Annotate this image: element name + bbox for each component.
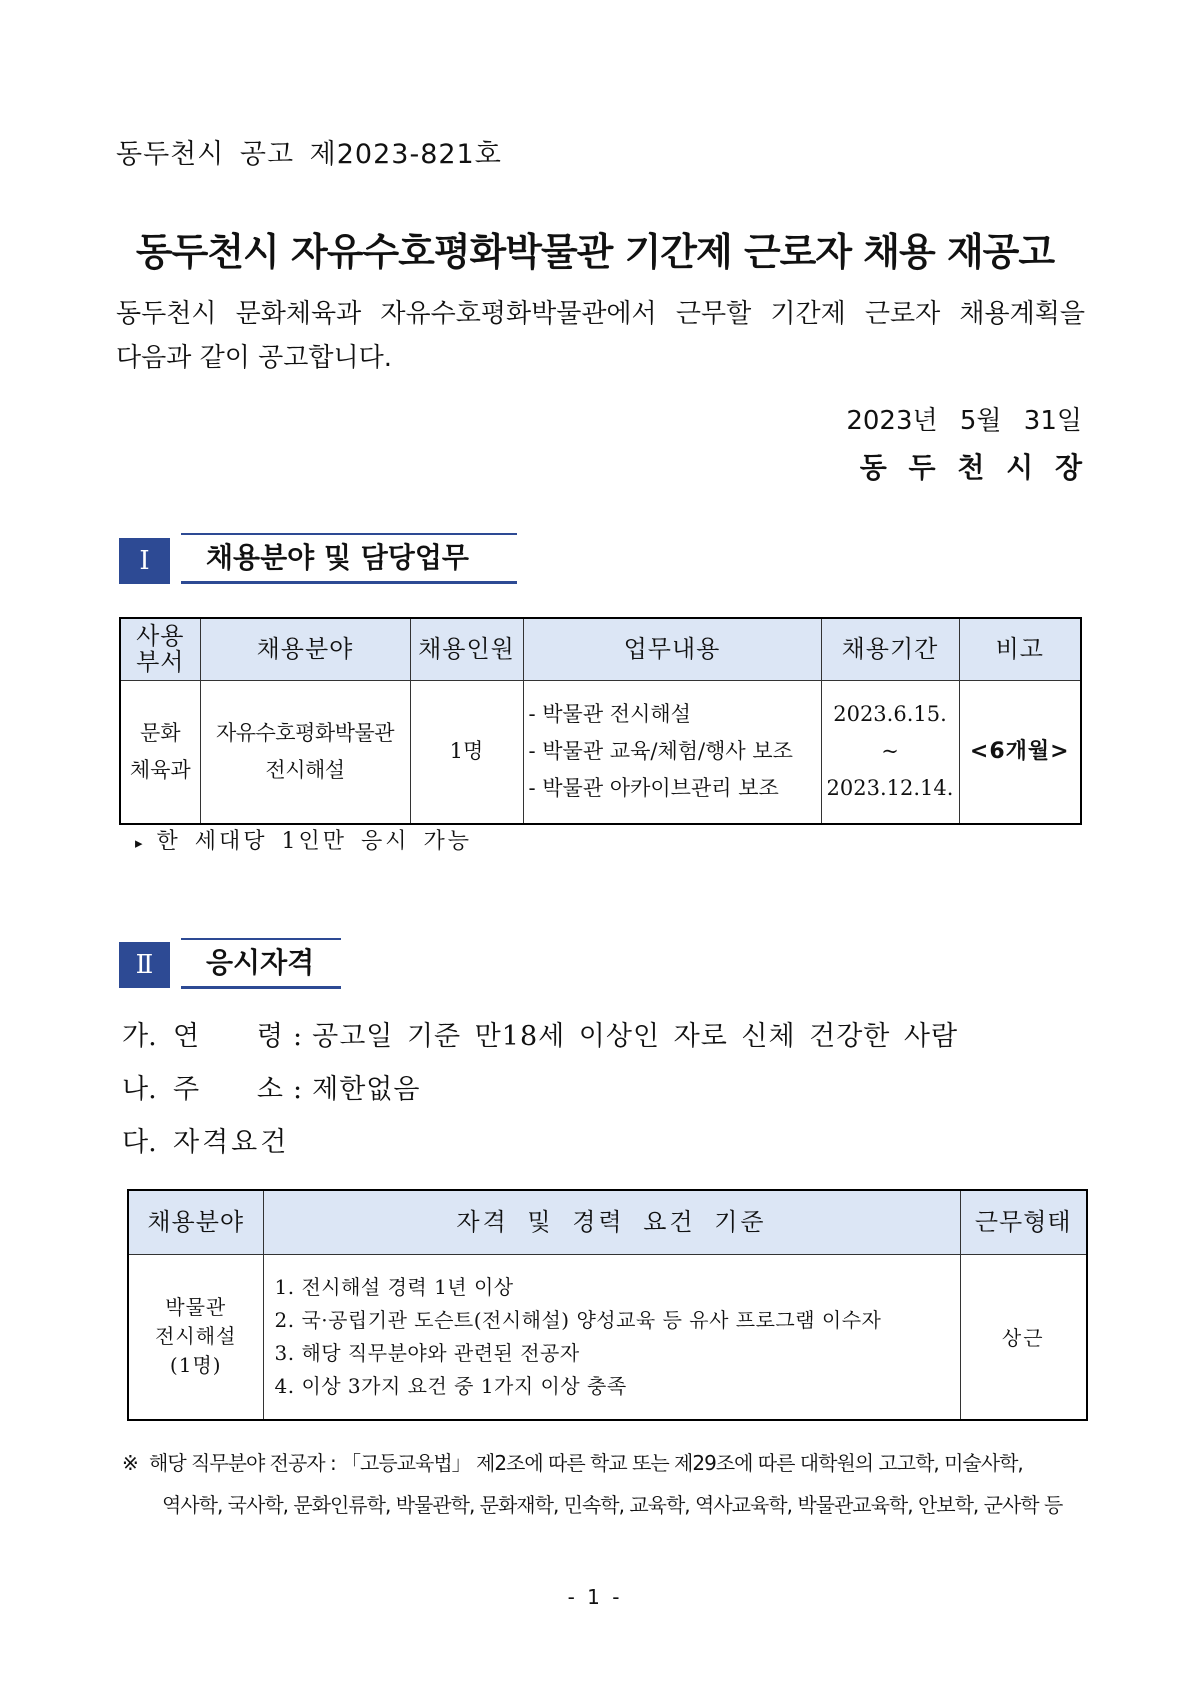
- cell-work-type: 상근: [960, 1254, 1087, 1420]
- period-separator: ~: [881, 739, 899, 764]
- criteria-item: 4. 이상 3가지 요건 중 1가지 이상 충족: [274, 1373, 627, 1398]
- item-marker: 가.: [122, 1021, 157, 1052]
- note-text: 한 세대당 1인만 응시 가능: [156, 829, 473, 854]
- header-department: [120, 618, 200, 680]
- reference-mark-icon: ※: [122, 1451, 139, 1475]
- qualification-list: [122, 1010, 958, 1169]
- header-text: 부서: [136, 648, 185, 677]
- triangle-bullet-icon: ▸: [135, 834, 143, 852]
- footnote-text: 해당 직무분야 전공자 : 「고등교육법」 제2조에 따른 학교 또는 제29조에 따른 대학원의 고고학, 미술사학,: [149, 1451, 1023, 1475]
- table-header-row: [128, 1190, 1087, 1254]
- item-key: 자격요건: [173, 1127, 290, 1158]
- header-duties: 업무내용: [523, 618, 821, 680]
- list-item: [122, 1116, 958, 1169]
- item-marker: 다.: [122, 1127, 157, 1158]
- item-value: 공고일 기준 만18세 이상인 자로 신체 건강한 사람: [312, 1021, 959, 1052]
- item-key: 연 령: [173, 1021, 283, 1052]
- cell-criteria: [263, 1254, 960, 1420]
- header-period: 채용기간: [821, 618, 959, 680]
- duty-item: - 박물관 전시해설: [528, 702, 691, 727]
- cell-field: [128, 1254, 263, 1420]
- header-field: 채용분야: [128, 1190, 263, 1254]
- requirements-table: [127, 1189, 1088, 1421]
- cell-text: (1명): [169, 1353, 222, 1378]
- table-row: [128, 1254, 1087, 1420]
- recruitment-table: [119, 617, 1082, 825]
- duty-item: - 박물관 아카이브관리 보조: [528, 776, 779, 801]
- section-title: 채용분야 및 담당업무: [181, 533, 517, 584]
- notice-date: 2023년 5월 31일: [846, 406, 1082, 436]
- page-number: - 1 -: [567, 1585, 623, 1609]
- issuer: 동 두 천 시 장: [859, 451, 1082, 484]
- cell-department: [120, 680, 200, 824]
- period-start: 2023.6.15.: [833, 702, 947, 727]
- header-remarks: 비고: [959, 618, 1081, 680]
- footnote-line: [122, 1448, 1023, 1478]
- intro-line: 다음과 같이 공고합니다.: [116, 343, 392, 373]
- cell-text: 전시해설: [155, 1324, 237, 1349]
- table-header-row: [120, 618, 1081, 680]
- section-numeral-box: Ⅱ: [119, 942, 170, 988]
- table-note: [135, 826, 472, 859]
- cell-field: [200, 680, 410, 824]
- criteria-item: 2. 국·공립기관 도슨트(전시해설) 양성교육 등 유사 프로그램 이수자: [274, 1307, 882, 1332]
- cell-remarks: <6개월>: [959, 680, 1081, 824]
- item-marker: 나.: [122, 1074, 157, 1105]
- header-headcount: 채용인원: [410, 618, 523, 680]
- cell-period: [821, 680, 959, 824]
- cell-duties: [523, 680, 821, 824]
- item-separator: :: [293, 1074, 303, 1105]
- page-title: 동두천시 자유수호평화박물관 기간제 근로자 채용 재공고: [135, 230, 1055, 274]
- item-value: 제한없음: [312, 1074, 421, 1105]
- section-title: 응시자격: [181, 938, 341, 989]
- item-separator: :: [293, 1021, 303, 1052]
- notice-number: 동두천시 공고 제2023-821호: [116, 139, 502, 170]
- cell-text: 문화: [139, 720, 181, 745]
- criteria-item: 1. 전시해설 경력 1년 이상: [274, 1274, 514, 1299]
- header-text: 사용: [136, 622, 185, 651]
- list-item: [122, 1063, 958, 1116]
- item-key: 주 소: [173, 1074, 283, 1105]
- table-row: [120, 680, 1081, 824]
- cell-headcount: 1명: [410, 680, 523, 824]
- header-criteria: 자격 및 경력 요건 기준: [263, 1190, 960, 1254]
- header-field: 채용분야: [200, 618, 410, 680]
- intro-line: 동두천시 문화체육과 자유수호평화박물관에서 근무할 기간제 근로자 채용계획을: [116, 299, 1085, 329]
- cell-text: 전시해설: [265, 757, 345, 782]
- cell-text: 체육과: [129, 757, 191, 782]
- list-item: [122, 1010, 958, 1063]
- header-work-type: 근무형태: [960, 1190, 1087, 1254]
- section-numeral-box: Ⅰ: [119, 538, 170, 584]
- criteria-item: 3. 해당 직무분야와 관련된 전공자: [274, 1340, 580, 1365]
- cell-text: 박물관: [165, 1295, 227, 1320]
- duty-item: - 박물관 교육/체험/행사 보조: [528, 739, 793, 764]
- period-end: 2023.12.14.: [826, 776, 954, 801]
- cell-text: 자유수호평화박물관: [215, 720, 395, 745]
- intro-paragraph: [116, 292, 1085, 380]
- footnote-line: 역사학, 국사학, 문화인류학, 박물관학, 문화재학, 민속학, 교육학, 역사교육학, 박물관교육학, 안보학, 군사학 등: [162, 1493, 1063, 1517]
